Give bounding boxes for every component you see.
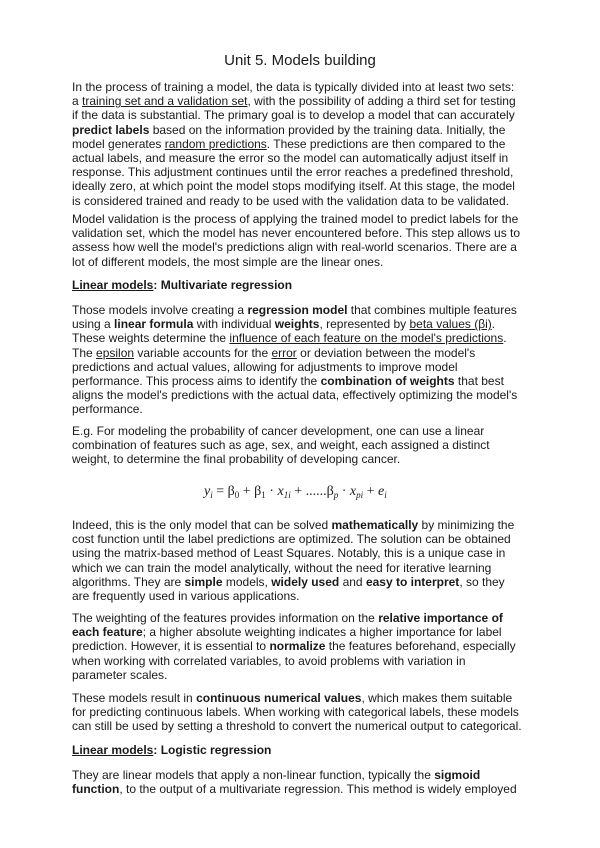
text-line: prediction. However, it is essential to normalize the features beforehand, especially [72, 639, 516, 654]
underlined-term: beta values (βi) [409, 317, 492, 332]
heading-underlined: Linear models [72, 743, 154, 757]
text-line: cost function until the label predictions are optimized. The solution can be obtained [72, 532, 511, 547]
text-line: each feature; a higher absolute weighting indicates a higher importance for label [72, 625, 502, 640]
bold-term: continuous numerical values [196, 691, 362, 705]
regression-formula [200, 480, 420, 502]
text-line: is considered trained and ready to be used with the validation data to be validated. [72, 193, 509, 208]
text-line: model generates random predictions. These predictions are then compared to the [72, 136, 506, 151]
heading-text: Multivariate regression [157, 278, 293, 292]
text-line: E.g. For modeling the probability of cancer development, one can use a linear [72, 424, 485, 438]
paragraph-validation [72, 212, 529, 269]
text-line: aligns the model's predictions with the actual data, effectively optimizing the model's [72, 388, 518, 403]
text-line: when working with correlated variables, to avoid problems with variation in [72, 653, 466, 668]
text-line: Indeed, this is the only model that can be solved mathematically by minimizing the [72, 518, 515, 532]
text-line: using a linear formula with individual weights, represented by beta values (βi). [72, 317, 496, 332]
text-line: In the process of training a model, the data is typically divided into at least two sets: [72, 80, 515, 94]
text-line: response. This adjustment continues until the error reaches a predefined threshold, [72, 165, 514, 180]
heading-underlined: Linear models [72, 278, 154, 292]
bold-term: each feature [72, 625, 143, 640]
bold-term: predict labels [72, 122, 150, 137]
bold-term: mathematically [331, 518, 419, 532]
bold-term: relative importance of [378, 611, 503, 625]
text-line: using the matrix-based method of Least Squares. Notably, this is a unique case in [72, 546, 506, 561]
section-heading-logistic: Linear models: Logistic regression [72, 743, 272, 757]
bold-term: normalize [269, 639, 326, 654]
underlined-term: random predictions [164, 136, 267, 151]
text-line: for predicting continuous labels. When working with categorical labels, these models [72, 705, 519, 720]
bold-term: sigmoid [434, 768, 481, 782]
text-line: a training set and a validation set, with the possibility of adding a third set for testing [72, 94, 516, 109]
text-line: These models result in continuous numerical values, which makes them suitable [72, 691, 513, 705]
text-line: can still be used by setting a threshold to convert the numerical output to categorical. [72, 719, 522, 734]
bold-term: combination of weights [320, 373, 455, 388]
paragraph-intro [72, 80, 529, 208]
paragraph-weighting [72, 611, 529, 682]
underlined-term: training set and a validation set [82, 94, 248, 109]
text-line: validation set, which the model has never encountered before. This step allows us to [72, 226, 521, 241]
bold-term: linear formula [114, 317, 194, 332]
text-line: performance. This process aims to identify the combination of weights that best [72, 373, 504, 388]
underlined-term: epsilon [96, 345, 135, 360]
text-line: predictions and actual values, allowing for adjustments to improve model [72, 359, 458, 374]
text-line: weight, to determine the final probability of developing cancer. [72, 452, 401, 467]
svg-text:yi = β0 + β1 · x1i + ......βp: $y_i = \beta_0 + \beta_1 \cdot x_{1i} + ......\beta_p \cdot x_{pi} + e_i$ [204, 484, 387, 500]
text-line: algorithms. They are simple models, widely used and easy to interpret, so they [72, 574, 505, 589]
bold-term: simple [184, 574, 223, 589]
text-line: performance. [72, 402, 143, 417]
text-line: actual labels, and measure the error so the model can automatically adjust itself in [72, 150, 509, 165]
text-line: They are linear models that apply a non-linear function, typically the sigmoid [72, 768, 481, 782]
text-line: are frequently used in various applications. [72, 588, 300, 603]
underlined-term: influence of each feature on the model's predictions [229, 331, 504, 346]
bold-term: regression model [247, 303, 348, 317]
text-line: Model validation is the process of applying the trained model to predict labels for the [72, 212, 519, 226]
bold-term: weights [274, 317, 320, 332]
text-line: function, to the output of a multivariate regression. This method is widely employed [72, 782, 517, 797]
text-line: parameter scales. [72, 667, 168, 682]
bold-term: easy to interpret [365, 574, 460, 589]
text-line: assess how well the model's predictions align with real-world scenarios. There are a [72, 240, 517, 255]
text-line: if the data is substantial. The primary goal is to develop a model that can accurately [72, 108, 515, 123]
bold-term: function [72, 782, 120, 797]
text-line: These weights determine the influence of each feature on the model's predictions. [72, 331, 507, 346]
text-line: The weighting of the features provides information on the relative importance of [72, 611, 503, 625]
paragraph-logistic [72, 768, 529, 796]
page-title: Unit 5. Models building [224, 52, 376, 69]
paragraph-example [72, 424, 529, 467]
paragraph-multivariate [72, 303, 529, 417]
paragraph-continuous [72, 691, 529, 734]
text-line: The epsilon variable accounts for the error or deviation between the model's [72, 345, 476, 360]
text-line: ideally zero, at which point the model stops modifying itself. At this stage, the model [72, 179, 515, 194]
text-line: combination of features such as age, sex, and weight, each assigned a distinct [72, 438, 490, 453]
heading-text: Logistic regression [157, 743, 272, 757]
bold-term: widely used [271, 574, 340, 589]
paragraph-analytic [72, 518, 529, 603]
section-heading-multivariate: Linear models: Multivariate regression [72, 278, 293, 292]
underlined-term: error [271, 345, 297, 360]
text-line: Those models involve creating a regression model that combines multiple features [72, 303, 517, 317]
text-line: lot of different models, the most simple are the linear ones. [72, 254, 384, 269]
text-line: predict labels based on the information provided by the training data. Initially, the [72, 122, 506, 137]
text-line: which we can train the model analytically, without the need for iterative learning [72, 560, 492, 575]
